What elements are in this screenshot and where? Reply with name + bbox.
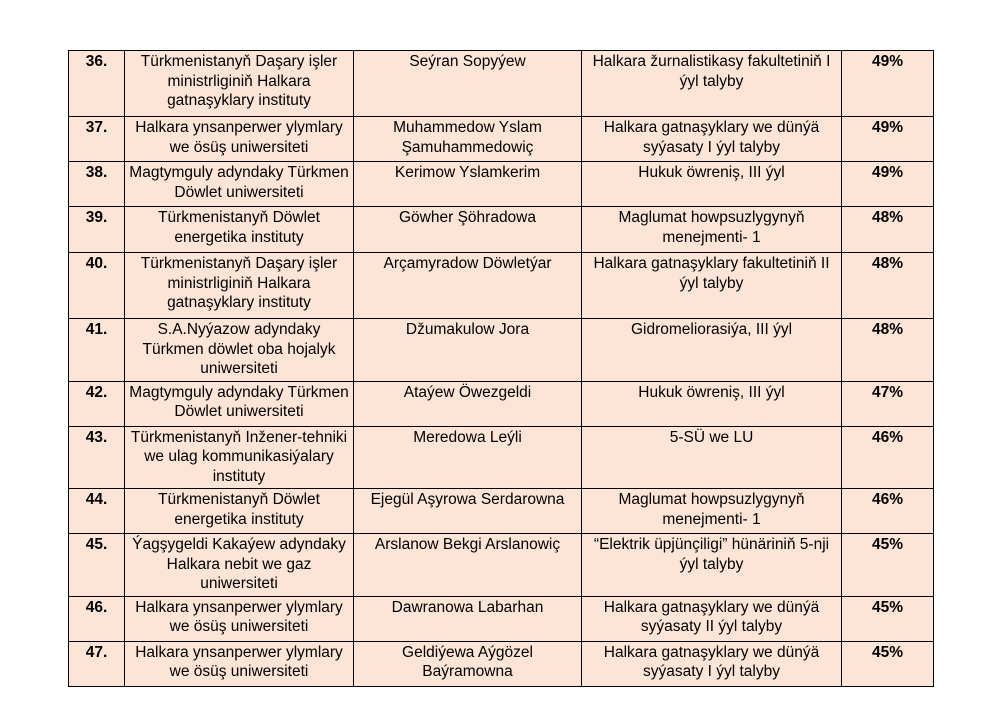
table-row bbox=[69, 207, 934, 253]
score-cell: 49% bbox=[842, 51, 934, 117]
institution-cell: Türkmenistanyň Döwlet energetika instituty bbox=[125, 207, 354, 253]
student-name-cell: Geldiýewa Aýgözel Baýramowna bbox=[354, 641, 582, 686]
institution-cell: S.A.Nyýazow adyndaky Türkmen döwlet oba hojalyk uniwersiteti bbox=[125, 319, 354, 382]
table-row bbox=[69, 162, 934, 207]
program-cell: Halkara gatnaşyklary we dünýä syýasaty II ýyl talyby bbox=[582, 596, 842, 641]
row-number: 46. bbox=[69, 596, 125, 641]
table-row bbox=[69, 381, 934, 426]
score-cell: 47% bbox=[842, 381, 934, 426]
row-number: 39. bbox=[69, 207, 125, 253]
program-cell: Halkara gatnaşyklary we dünýä syýasaty I ýyl talyby bbox=[582, 117, 842, 162]
table-row bbox=[69, 319, 934, 382]
student-name-cell: Kerimow Yslamkerim bbox=[354, 162, 582, 207]
score-cell: 46% bbox=[842, 489, 934, 534]
institution-cell: Ýagşygeldi Kakaýew adyndaky Halkara nebit we gaz uniwersiteti bbox=[125, 534, 354, 597]
program-cell: Hukuk öwreniş, III ýyl bbox=[582, 162, 842, 207]
institution-cell: Türkmenistanyň Döwlet energetika instituty bbox=[125, 489, 354, 534]
student-name-cell: Muhammedow Yslam Şamuhammedowiç bbox=[354, 117, 582, 162]
table-row bbox=[69, 426, 934, 489]
institution-cell: Halkara ynsanperwer ylymlary we ösüş uniwersiteti bbox=[125, 117, 354, 162]
institution-cell: Magtymguly adyndaky Türkmen Döwlet uniwersiteti bbox=[125, 162, 354, 207]
institution-cell: Türkmenistanyň Daşary işler ministrliginiň Halkara gatnaşyklary instituty bbox=[125, 51, 354, 117]
program-cell: 5-SÜ we LU bbox=[582, 426, 842, 489]
student-name-cell: Arslanow Bekgi Arslanowiç bbox=[354, 534, 582, 597]
row-number: 36. bbox=[69, 51, 125, 117]
institution-cell: Halkara ynsanperwer ylymlary we ösüş uniwersiteti bbox=[125, 596, 354, 641]
table-row bbox=[69, 596, 934, 641]
institution-cell: Türkmenistanyň Daşary işler ministrliginiň Halkara gatnaşyklary instituty bbox=[125, 253, 354, 319]
score-cell: 48% bbox=[842, 253, 934, 319]
program-cell: “Elektrik üpjünçiligi” hünäriniň 5-nji ýyl talyby bbox=[582, 534, 842, 597]
program-cell: Hukuk öwreniş, III ýyl bbox=[582, 381, 842, 426]
program-cell: Halkara gatnaşyklary fakultetiniň II ýyl talyby bbox=[582, 253, 842, 319]
student-name-cell: Džumakulow Jora bbox=[354, 319, 582, 382]
score-cell: 46% bbox=[842, 426, 934, 489]
row-number: 41. bbox=[69, 319, 125, 382]
student-name-cell: Ataýew Öwezgeldi bbox=[354, 381, 582, 426]
score-cell: 45% bbox=[842, 534, 934, 597]
row-number: 44. bbox=[69, 489, 125, 534]
program-cell: Halkara žurnalistikasy fakultetiniň I ýyl talyby bbox=[582, 51, 842, 117]
row-number: 42. bbox=[69, 381, 125, 426]
student-name-cell: Arçamyradow Döwletýar bbox=[354, 253, 582, 319]
institution-cell: Magtymguly adyndaky Türkmen Döwlet uniwersiteti bbox=[125, 381, 354, 426]
row-number: 45. bbox=[69, 534, 125, 597]
table-row bbox=[69, 641, 934, 686]
table-row bbox=[69, 253, 934, 319]
table-row bbox=[69, 489, 934, 534]
row-number: 47. bbox=[69, 641, 125, 686]
program-cell: Maglumat howpsuzlygynyň menejmenti- 1 bbox=[582, 207, 842, 253]
program-cell: Maglumat howpsuzlygynyň menejmenti- 1 bbox=[582, 489, 842, 534]
table-row bbox=[69, 51, 934, 117]
institution-cell: Halkara ynsanperwer ylymlary we ösüş uniwersiteti bbox=[125, 641, 354, 686]
score-cell: 45% bbox=[842, 596, 934, 641]
results-table bbox=[68, 50, 934, 687]
table-row bbox=[69, 117, 934, 162]
row-number: 38. bbox=[69, 162, 125, 207]
student-name-cell: Göwher Şöhradowa bbox=[354, 207, 582, 253]
institution-cell: Türkmenistanyň Inžener-tehniki we ulag kommunikasiýalary instituty bbox=[125, 426, 354, 489]
program-cell: Halkara gatnaşyklary we dünýä syýasaty I ýyl talyby bbox=[582, 641, 842, 686]
student-name-cell: Dawranowa Labarhan bbox=[354, 596, 582, 641]
score-cell: 48% bbox=[842, 207, 934, 253]
score-cell: 45% bbox=[842, 641, 934, 686]
table-row bbox=[69, 534, 934, 597]
row-number: 40. bbox=[69, 253, 125, 319]
score-cell: 48% bbox=[842, 319, 934, 382]
student-name-cell: Meredowa Leýli bbox=[354, 426, 582, 489]
score-cell: 49% bbox=[842, 117, 934, 162]
row-number: 43. bbox=[69, 426, 125, 489]
student-name-cell: Ejegül Aşyrowa Serdarowna bbox=[354, 489, 582, 534]
program-cell: Gidromeliorasiýa, III ýyl bbox=[582, 319, 842, 382]
student-name-cell: Seýran Sopyýew bbox=[354, 51, 582, 117]
row-number: 37. bbox=[69, 117, 125, 162]
score-cell: 49% bbox=[842, 162, 934, 207]
